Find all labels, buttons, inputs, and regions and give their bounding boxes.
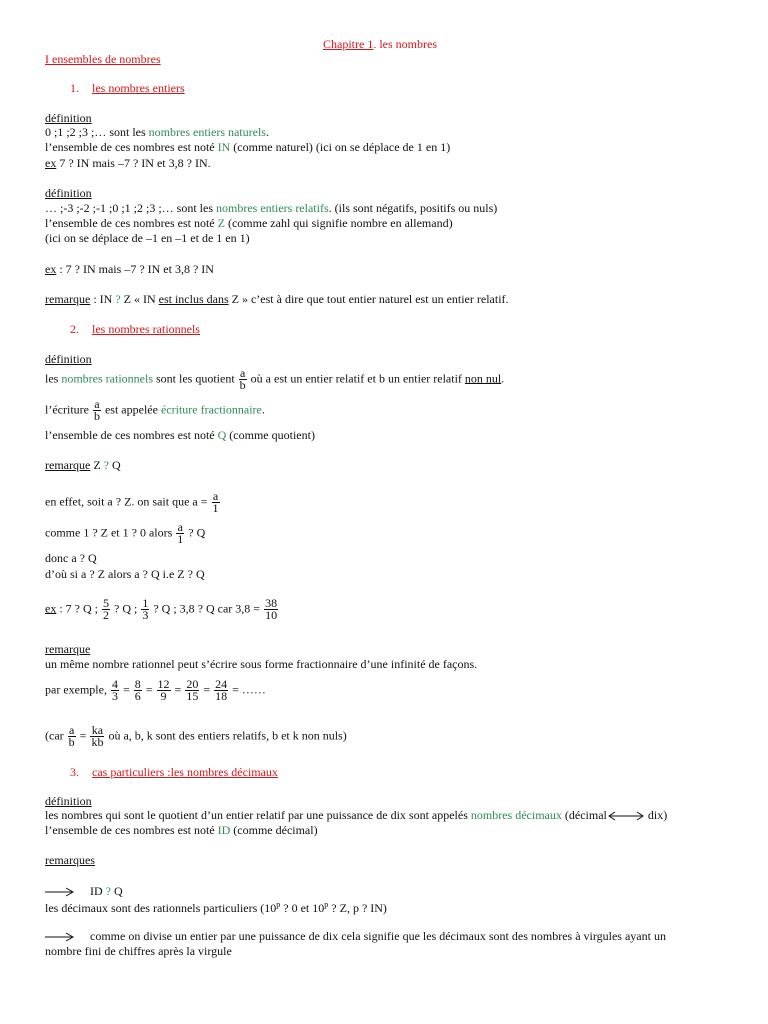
subsection-number: 1. — [70, 81, 79, 95]
fraction-a-b — [239, 368, 247, 391]
text: par exemple, — [45, 682, 110, 697]
underlined-text: non nul — [464, 371, 502, 386]
text: Q — [108, 458, 121, 472]
denominator: 3 — [142, 608, 149, 622]
text: ? Q — [185, 525, 206, 540]
page-title — [323, 37, 437, 51]
text: … ;-3 ;-2 ;-1 ;0 ;1 ;2 ;3 ;… sont les — [45, 201, 216, 215]
decimaux-line-2 — [45, 823, 318, 837]
subsection-number: 2. — [70, 322, 79, 336]
text: les — [45, 371, 62, 386]
text: Q — [111, 884, 123, 898]
text: les décimaux sont des rationnels particuliers (10 — [45, 901, 277, 915]
right-arrow-icon — [45, 932, 75, 942]
denominator: 1 — [177, 532, 184, 546]
relatifs-example — [45, 262, 214, 276]
text: (car — [45, 728, 67, 743]
text: = …… — [229, 682, 266, 697]
decimaux-remark-1 — [45, 884, 123, 898]
term-relatifs: nombres entiers relatifs — [216, 201, 329, 215]
text: où a, b, k sont des entiers relatifs, b et k non nuls) — [105, 728, 347, 743]
text: . (ils sont négatifs, positifs ou nuls) — [328, 201, 498, 215]
set-ID: ID — [217, 823, 231, 837]
symbol: ? — [105, 884, 111, 898]
denominator: 6 — [134, 689, 141, 703]
text: ? 0 et 10 — [280, 901, 325, 915]
set-IN: IN — [217, 140, 231, 154]
denominator: 3 — [111, 689, 118, 703]
fraction — [264, 598, 278, 621]
rationnels-dou: d’où si a ? Z alors a ? Q i.e Z ? Q — [45, 567, 205, 581]
subsection-label: les nombres entiers — [92, 81, 185, 95]
naturels-line-1 — [45, 125, 269, 139]
numerator: 24 — [215, 677, 228, 691]
rationnels-line-3 — [45, 428, 315, 442]
fraction — [185, 679, 199, 702]
numerator: 12 — [157, 677, 170, 691]
definition-label: définition — [45, 794, 92, 808]
text: ? Z, p ? IN) — [328, 901, 387, 915]
example-label: ex — [45, 156, 57, 170]
remark-label: remarque — [45, 458, 91, 472]
numerator: 1 — [142, 596, 149, 610]
numerator: ka — [91, 723, 104, 737]
relatifs-line-2 — [45, 216, 453, 230]
numerator: 4 — [111, 677, 118, 691]
text: comme on divise un entier par une puissance de dix cela signifie que les décimaux sont des nombres à virgules ayant un — [90, 929, 666, 943]
naturels-line-2 — [45, 140, 450, 154]
fraction-a-b — [68, 725, 76, 748]
subsection-heading-2 — [70, 322, 200, 336]
text: ID — [90, 884, 106, 898]
decimaux-remark-1-detail — [45, 901, 387, 915]
text: (décimal — [561, 808, 607, 822]
rationnels-remark-line: un même nombre rationnel peut s’écrire sous forme fractionnaire d’une infinité de façons. — [45, 657, 478, 671]
naturels-example — [45, 156, 211, 170]
term-ecriture-fractionnaire: écriture fractionnaire — [160, 402, 262, 417]
rationnels-remark — [45, 458, 121, 472]
text: : 7 ? IN mais –7 ? IN et 3,8 ? IN — [56, 262, 214, 276]
numerator: a — [177, 520, 183, 534]
text: l’ensemble de ces nombres est noté — [45, 428, 218, 442]
definition-label: définition — [45, 186, 92, 200]
fraction-a-b — [93, 399, 101, 422]
rationnels-effet — [45, 491, 221, 514]
fraction-a-1 — [212, 491, 220, 514]
denominator: kb — [91, 735, 104, 749]
denominator: b — [68, 735, 75, 749]
chapter-label: Chapitre 1 — [323, 37, 374, 51]
symbol: ? — [103, 458, 109, 472]
denominator: b — [93, 409, 100, 423]
denominator: 18 — [215, 689, 228, 703]
text: comme 1 ? Z et 1 ? 0 alors — [45, 525, 176, 540]
text: ? Q ; 3,8 ? Q car 3,8 = — [150, 601, 264, 616]
numerator: 38 — [265, 596, 278, 610]
rationnels-example — [45, 598, 279, 621]
text: (comme zahl qui signifie nombre en allemand) — [224, 216, 453, 230]
decimaux-remark-2 — [45, 929, 666, 943]
relatifs-line-1 — [45, 201, 497, 215]
double-arrow-icon — [607, 811, 645, 821]
text: . — [265, 125, 269, 139]
set-Q: Q — [217, 428, 227, 442]
chapter-title: . les nombres — [373, 37, 437, 51]
text: l’ensemble de ces nombres est noté — [45, 140, 218, 154]
definition-label: définition — [45, 111, 92, 125]
example-label: ex — [45, 601, 57, 616]
fraction-a-1 — [176, 522, 184, 545]
subsection-label: les nombres rationnels — [92, 322, 200, 336]
denominator: b — [239, 378, 246, 392]
denominator: 2 — [103, 608, 109, 622]
denominator: 15 — [186, 689, 199, 703]
right-arrow-icon — [45, 887, 75, 897]
text: Z » c’est à dire que tout entier naturel est un entier relatif. — [228, 292, 509, 306]
text: (comme quotient) — [226, 428, 315, 442]
section-heading: I ensembles de nombres — [45, 52, 161, 66]
decimaux-line-1 — [45, 808, 667, 822]
numerator: a — [212, 489, 219, 503]
text: les nombres qui sont le quotient d’un entier relatif par une puissance de dix sont appelés — [45, 808, 471, 822]
term-decimaux: nombres décimaux — [470, 808, 562, 822]
fraction — [157, 679, 171, 702]
subsection-heading-1 — [70, 81, 185, 95]
numerator: 8 — [134, 677, 141, 691]
text: l’ensemble de ces nombres est noté — [45, 823, 218, 837]
denominator: 1 — [212, 501, 219, 515]
text: 0 ;1 ;2 ;3 ;… sont les — [45, 125, 149, 139]
text: l’écriture — [45, 402, 92, 417]
subsection-label: cas particuliers :les nombres décimaux — [92, 765, 278, 779]
rationnels-line-2 — [45, 399, 265, 422]
definition-label: définition — [45, 352, 92, 366]
text: Z « IN — [120, 292, 159, 306]
remarks-label: remarques — [45, 853, 95, 867]
example-label: ex — [45, 262, 57, 276]
relatifs-remark — [45, 292, 509, 306]
text: est appelée — [101, 402, 161, 417]
decimaux-remark-2-cont: nombre fini de chiffres après la virgule — [45, 944, 232, 958]
text: Z — [90, 458, 104, 472]
rationnels-line-1 — [45, 368, 504, 391]
rationnels-par-exemple: par exemple, $\frac{4}{3}$ = $\frac{8}{6}$ = $\frac{12}{9}$ = $\frac{20}{15}$ = $\frac{24}{18}$ = …… — [45, 677, 266, 703]
numerator: a — [240, 366, 246, 380]
fraction-ka-kb — [90, 725, 104, 748]
text: : 7 ? Q ; — [56, 601, 101, 616]
numerator: 20 — [186, 677, 199, 691]
text: (comme décimal) — [230, 823, 318, 837]
fraction — [214, 679, 228, 702]
numerator: a — [68, 723, 75, 737]
numerator: a — [94, 397, 100, 411]
term-rationnels: nombres rationnels — [61, 371, 153, 386]
exponent: p — [276, 900, 281, 909]
rationnels-comme — [45, 522, 205, 545]
text: (comme naturel) (ici on se déplace de 1 en 1) — [230, 140, 451, 154]
text: l’ensemble de ces nombres est noté — [45, 216, 218, 230]
numerator: 5 — [103, 596, 109, 610]
rationnels-donc: donc a ? Q — [45, 551, 97, 565]
fraction — [141, 598, 149, 621]
text: : IN — [90, 292, 116, 306]
symbol: ? — [115, 292, 121, 306]
text: où a est un entier relatif et b un entier relatif — [247, 371, 465, 386]
rationnels-car: (car $\frac{a}{b}$ = $\frac{ka}{kb}$ où a, b, k sont des entiers relatifs, b et k non nuls) — [45, 723, 347, 749]
text: dix) — [644, 808, 668, 822]
relatifs-line-3: (ici on se déplace de –1 en –1 et de 1 en 1) — [45, 231, 250, 245]
denominator: 9 — [160, 689, 167, 703]
text: 7 ? IN mais –7 ? IN et 3,8 ? IN. — [56, 156, 211, 170]
text: sont les quotient — [153, 371, 238, 386]
set-Z: Z — [217, 216, 225, 230]
subsection-number: 3. — [70, 765, 79, 779]
remark-label: remarque — [45, 292, 91, 306]
denominator: 10 — [265, 608, 278, 622]
fraction — [102, 598, 110, 621]
text: ? Q ; — [111, 601, 141, 616]
text: . — [261, 402, 265, 417]
exponent: p — [324, 900, 329, 909]
fraction — [111, 679, 119, 702]
text: en effet, soit a ? Z. on sait que a = — [45, 494, 211, 509]
term-naturels: nombres entiers naturels — [148, 125, 266, 139]
text: . — [501, 371, 505, 386]
remark-label: remarque — [45, 642, 91, 656]
underlined-text: est inclus dans — [158, 292, 229, 306]
subsection-heading-3 — [70, 765, 278, 779]
fraction — [134, 679, 142, 702]
